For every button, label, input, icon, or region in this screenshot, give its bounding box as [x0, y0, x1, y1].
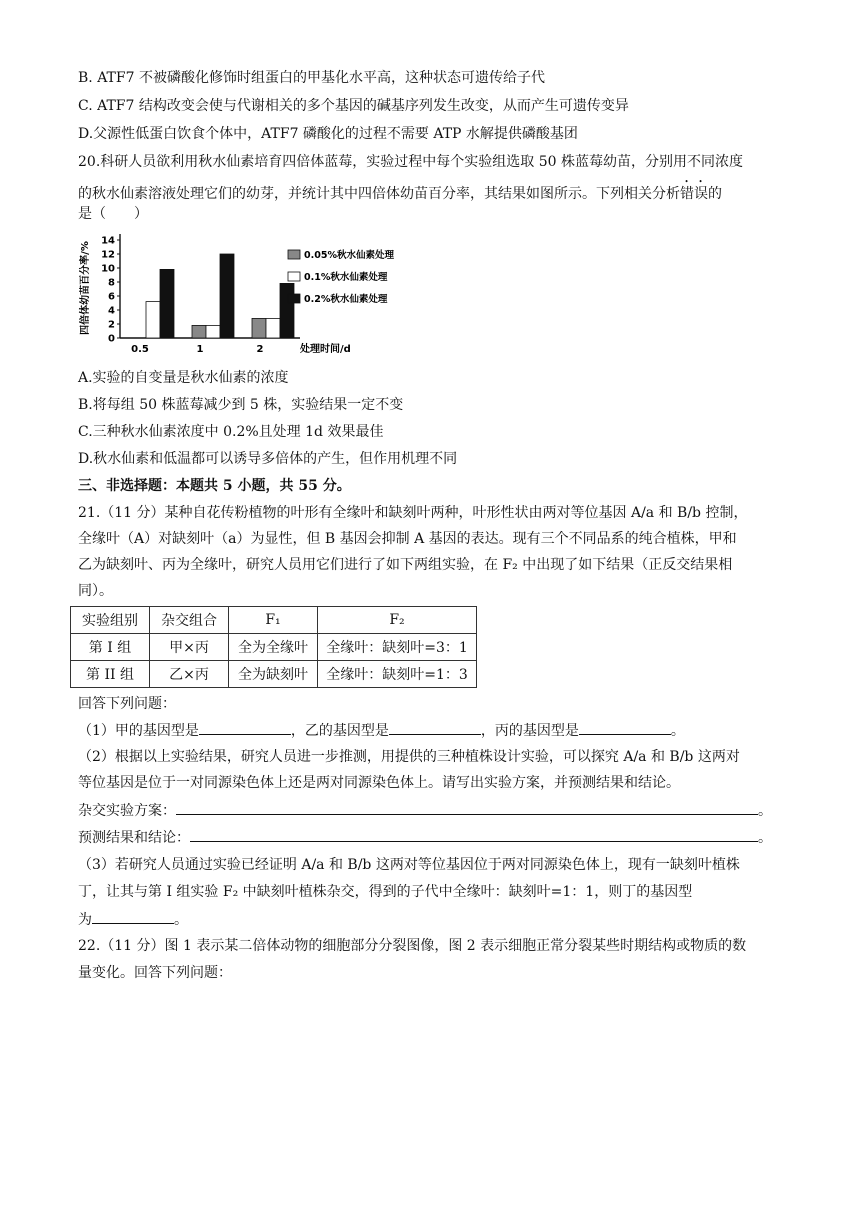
answer-blank-prediction[interactable] [190, 827, 758, 842]
table-header: 杂交组合 [150, 607, 229, 634]
q21-stem-line4: 同）。 [78, 583, 113, 599]
q20-stem-line2 [78, 178, 722, 204]
table-cell: 乙×丙 [150, 661, 229, 688]
plan-period: 。 [758, 803, 772, 819]
option-c-q19: C. ATF7 结构改变会使与代谢相关的多个基因的碱基序列发生改变，从而产生可遗传变异 [78, 98, 629, 114]
q20-option-b: B.将每组 50 株蓝莓减少到 5 株，实验结果一定不变 [78, 397, 404, 413]
q20-stem-line1: 20.科研人员欲利用秋水仙素培育四倍体蓝莓，实验过程中每个实验组选取 50 株蓝莓幼苗，分别用不同浓度 [78, 154, 743, 170]
answer-prompt: 回答下列问题： [78, 696, 176, 712]
y-tick-label: 14 [101, 235, 115, 247]
q21-part2-line1: （2）根据以上实验结果，研究人员进一步推测，用提供的三种植株设计实验，可以探究 A/a 和 B/b 这两对 [78, 749, 740, 765]
results-table [70, 606, 477, 688]
table-cell: 全缘叶：缺刻叶=3：1 [318, 634, 477, 661]
bar [266, 318, 280, 338]
answer-blank-plan[interactable] [176, 800, 758, 815]
answer-blank-ding[interactable] [92, 909, 174, 924]
q21-stem-line3: 乙为缺刻叶、丙为全缘叶，研究人员用它们进行了如下两组实验，在 F₂ 中出现了如下结果（正反交结果相 [78, 557, 733, 573]
bar [220, 254, 234, 338]
table-cell: 全为全缘叶 [229, 634, 318, 661]
table-cell: 全为缺刻叶 [229, 661, 318, 688]
plan-line [78, 800, 772, 821]
part1-text: ，丙的基因型是 [480, 723, 579, 739]
answer-blank-bing[interactable] [579, 720, 671, 735]
legend-swatch [288, 294, 300, 303]
part1-text: ，乙的基因型是 [290, 723, 389, 739]
q21-part2-line2: 等位基因是位于一对同源染色体上还是两对同源染色体上。请写出实验方案，并预测结果和结论。 [78, 775, 680, 791]
bar [280, 283, 294, 338]
legend-swatch [288, 272, 300, 281]
prediction-line [78, 827, 772, 848]
section-heading: 三、非选择题：本题共 5 小题，共 55 分。 [78, 478, 351, 494]
part1-text: （1）甲的基因型是 [78, 723, 199, 739]
emphasis-word: 错误 [680, 186, 708, 202]
q21-part3-line1: （3）若研究人员通过实验已经证明 A/a 和 B/b 这两对等位基因位于两对同源染色体上，现有一缺刻叶植株 [78, 857, 740, 873]
y-tick-label: 0 [108, 333, 115, 345]
q22-stem-line1: 22.（11 分）图 1 表示某二倍体动物的细胞部分分裂图像，图 2 表示细胞正常分裂某些时期结构或物质的数 [78, 938, 747, 954]
q20-stem-text: 的秋水仙素溶液处理它们的幼芽，并统计其中四倍体幼苗百分率，其结果如图所示。下列相关分析 [78, 186, 680, 202]
q20-option-d: D.秋水仙素和低温都可以诱导多倍体的产生，但作用机理不同 [78, 451, 458, 467]
part3-period: 。 [174, 912, 188, 928]
bar [146, 302, 160, 338]
y-tick-label: 2 [108, 319, 115, 331]
legend-label: 0.2%秋水仙素处理 [304, 294, 388, 305]
table-header-row [71, 607, 477, 634]
table-header: F₂ [318, 607, 477, 634]
legend-label: 0.1%秋水仙素处理 [304, 272, 388, 283]
q21-part3-line2: 丁，让其与第 I 组实验 F₂ 中缺刻叶植株杂交，得到的子代中全缘叶：缺刻叶=1：1，则丁的基因型 [78, 884, 693, 900]
plan-label: 杂交实验方案： [78, 803, 176, 819]
x-tick-label: 1 [196, 344, 204, 355]
q21-stem-line1: 21.（11 分）某种自花传粉植物的叶形有全缘叶和缺刻叶两种，叶形性状由两对等位基因 A/a 和 B/b 控制， [78, 505, 748, 521]
q21-part1 [78, 720, 685, 741]
x-tick-label: 0.5 [131, 344, 149, 355]
table-row [71, 661, 477, 688]
x-axis-label: 处理时间/d [300, 344, 351, 355]
answer-blank-jia[interactable] [199, 720, 291, 735]
table-cell: 甲×丙 [150, 634, 229, 661]
bar [206, 325, 220, 338]
bar [160, 269, 174, 338]
part3-text: 为 [78, 912, 92, 928]
y-tick-label: 10 [101, 263, 115, 275]
prediction-label: 预测结果和结论： [78, 830, 190, 846]
bar-chart [78, 228, 394, 360]
y-tick-label: 12 [101, 249, 115, 261]
part1-period: 。 [670, 723, 685, 739]
answer-blank-yi[interactable] [389, 720, 481, 735]
y-axis-label: 四倍体幼苗百分率/% [80, 241, 91, 335]
table-cell: 第 I 组 [71, 634, 150, 661]
q21-stem-line2: 全缘叶（A）对缺刻叶（a）为显性，但 B 基因会抑制 A 基因的表达。现有三个不同品系的纯合植株，甲和 [78, 531, 737, 547]
prediction-period: 。 [758, 830, 772, 846]
q22-stem-line2: 量变化。回答下列问题： [78, 965, 232, 981]
q20-option-c: C.三种秋水仙素浓度中 0.2%且处理 1d 效果最佳 [78, 424, 384, 440]
y-tick-label: 4 [108, 305, 115, 317]
q21-part3-line3 [78, 909, 188, 930]
legend-swatch [288, 250, 300, 259]
table-header: 实验组别 [71, 607, 150, 634]
bar [192, 325, 206, 338]
q20-stem-tail: 的 [708, 186, 722, 202]
table-cell: 全缘叶：缺刻叶=1：3 [318, 661, 477, 688]
table-row [71, 634, 477, 661]
legend-label: 0.05%秋水仙素处理 [304, 250, 394, 261]
bar [252, 318, 266, 338]
table-header: F₁ [229, 607, 318, 634]
table-cell: 第 II 组 [71, 661, 150, 688]
q20-option-a: A.实验的自变量是秋水仙素的浓度 [78, 370, 289, 386]
x-tick-label: 2 [256, 344, 264, 355]
option-b-q19: B. ATF7 不被磷酸化修饰时组蛋白的甲基化水平高，这种状态可遗传给子代 [78, 70, 545, 86]
y-tick-label: 8 [108, 277, 115, 289]
q20-stem-line3: 是（ ） [78, 206, 148, 222]
option-d-q19: D.父源性低蛋白饮食个体中，ATF7 磷酸化的过程不需要 ATP 水解提供磷酸基团 [78, 126, 578, 142]
y-tick-label: 6 [108, 291, 115, 303]
